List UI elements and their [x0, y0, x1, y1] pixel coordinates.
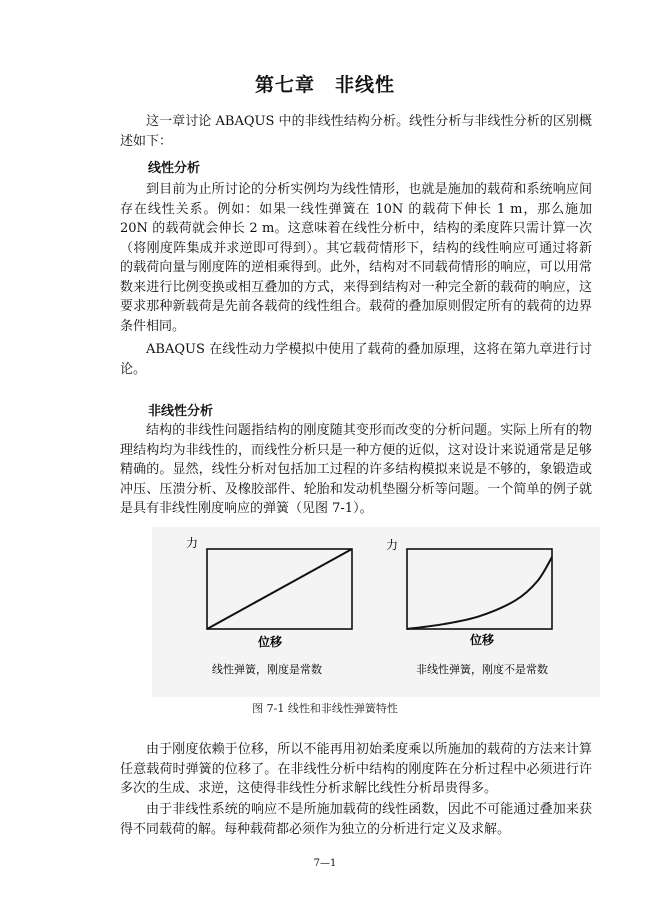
linear-chart-ylabel: 力 — [186, 536, 199, 550]
nonlinear-spring-chart — [386, 537, 552, 676]
linear-chart-title: 线性弹簧，刚度是常数 — [212, 663, 322, 676]
spring-charts-svg — [152, 527, 600, 697]
chapter-title: 第七章 非线性 — [254, 74, 395, 96]
nonlinear-analysis-paragraph-2: 由于刚度依赖于位移，所以不能再用初始柔度乘以所施加的载荷的方法来计算任意载荷时弹簧的位移了。在非线性分析中结构的刚度阵在分析过程中必须进行许多次的生成、求逆，这使得非线性分析求解比线性分析昂贵得多。 — [120, 742, 592, 796]
page-number: 7—1 — [313, 858, 337, 869]
intro-paragraph: 这一章讨论 ABAQUS 中的非线性结构分析。线性分析与非线性分析的区别概述如下： — [120, 114, 592, 149]
nonlinear-analysis-paragraph-3: 由于非线性系统的响应不是所施加载荷的线性函数，因此不可能通过叠加来获得不同载荷的解。每种载荷都必须作为独立的分析进行定义及求解。 — [120, 802, 592, 837]
nonlinear-chart-title: 非线性弹簧，刚度不是常数 — [416, 663, 548, 676]
spring-figure — [152, 527, 600, 697]
linear-analysis-paragraph-1: 到目前为止所讨论的分析实例均为线性情形，也就是施加的载荷和系统响应间存在线性关系。例如：如果一线性弹簧在 10N 的载荷下伸长 1 m，那么施加 20N 的载荷就会伸长 2 m。这意味着在线性分析中，结构的柔度阵只需计算一次（将刚度阵集成并求逆即可得到）。其它载荷情形下，结构的线性响应可通过将新的载荷向量与刚度阵的逆相乘得到。此外，结构对不同载荷情形的响应，可以用常数来进行比例变换或相互叠加的方式，来得到结构对一种完全新的载荷的响应，这要求那种新载荷是先前各载荷的线性组合。载荷的叠加原则假定所有的载荷的边界条件相同。 — [120, 182, 592, 334]
linear-spring-chart — [186, 535, 352, 676]
linear-analysis-heading: 线性分析 — [148, 161, 201, 176]
nonlinear-chart-xlabel: 位移 — [470, 633, 495, 647]
nonlinear-chart-ylabel: 力 — [386, 538, 399, 552]
nonlinear-spring-series-line — [407, 557, 552, 629]
linear-analysis-paragraph-2: ABAQUS 在线性动力学模拟中使用了载荷的叠加原理，这将在第九章进行讨论。 — [120, 342, 592, 377]
figure-caption: 图 7-1 线性和非线性弹簧特性 — [252, 702, 398, 715]
linear-spring-series-line — [207, 549, 352, 629]
linear-chart-xlabel: 位移 — [258, 635, 283, 649]
nonlinear-analysis-heading: 非线性分析 — [148, 404, 214, 419]
nonlinear-analysis-paragraph-1: 结构的非线性问题指结构的刚度随其变形而改变的分析问题。实际上所有的物理结构均为非线性的，而线性分析只是一种方便的近似，这对设计来说通常是足够精确的。显然，线性分析对包括加工过程的许多结构模拟来说是不够的，象锻造或冲压、压溃分析、及橡胶部件、轮胎和发动机垫圈分析等问题。一个简单的例子就是具有非线性刚度响应的弹簧（见图 7-1）。 — [120, 423, 592, 516]
